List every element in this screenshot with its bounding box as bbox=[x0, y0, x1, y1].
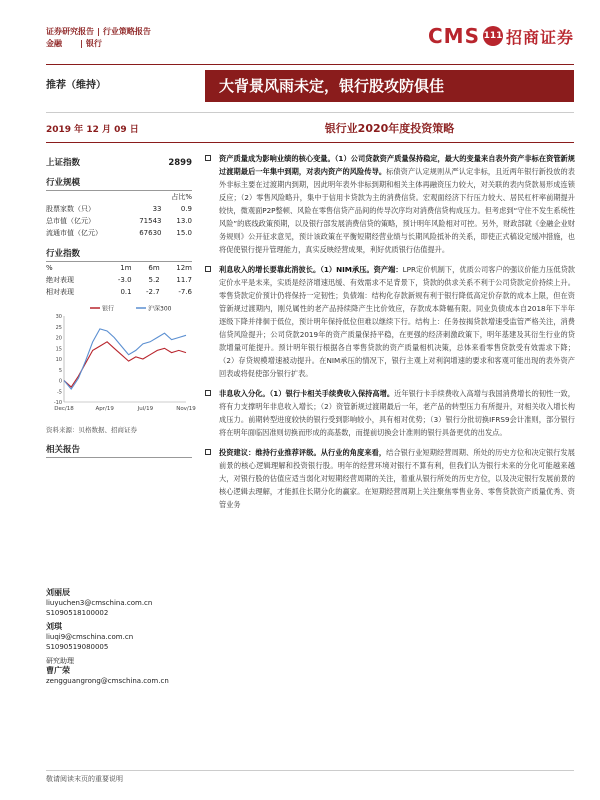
table-row: 相对表现 0.1 -2.7 -7.6 bbox=[46, 288, 192, 296]
index-row: 上证指数 2899 bbox=[46, 158, 192, 168]
legend-label: 沪深300 bbox=[148, 305, 172, 313]
analyst: 刘琪 liuqi9@cmschina.com.cn S1090519080005 bbox=[46, 622, 134, 651]
paragraph: 利息收入的增长要靠此消彼长。（1）NIM承压。资产端：LPR定价机制下，优质公司客户的强议价能力压低贷款定价水平是未来，实质是经济增速迅缓、有效需求不足背景下，贷款的供求关系不利于公司贷款定价持续上升。零售贷款定价预计仍将保持一定韧性；负债端：结构化存款新规有利于银行降低高定价存款的成本上限，但在资管新规过渡期内，刚兑属性的老产品持续降产生比价效应，存款成本降幅有限。同业负债成本自2018年下半年逐级下降并徘徊于低位，预计明年保持低位但难以继续下行。结构上：任务按揭贷款增速受监管严格关注，消费信贷风险提升；公司贷款2019年的资产质量保持平稳，在更强的经济刺激政策下，明年基建及其衍生行业的贷款增量可能提升。预计明年银行根据各自零售贷款的资产质量相机决策，总体来看零售贷款受有效需求下降；（2）存贷规模增速被动提升。在NIM承压的情况下，银行主观上对利润增速的要求和客观可能出现的表外资产回表或将促使部分银行扩表。 bbox=[205, 263, 575, 380]
report-title: 大背景风雨未定，银行股攻防俱佳 bbox=[205, 70, 574, 102]
footer-note: 敬请阅读末页的重要说明 bbox=[46, 775, 123, 783]
basic-data-title: 行业规模 bbox=[46, 178, 192, 191]
main-text bbox=[205, 152, 575, 518]
analyst: 刘丽辰 liuyuchen3@cmschina.com.cn S1090518100002 bbox=[46, 588, 153, 617]
source-note: 资料来源：贝格数据、招商证券 bbox=[46, 426, 137, 434]
analyst: 研究助理 曹广荣 zengguangrong@cmschina.com.cn bbox=[46, 657, 169, 685]
logo-badge-icon: 111 bbox=[483, 26, 503, 46]
checkbox-bullet-icon bbox=[205, 449, 211, 455]
legend-label: 银行 bbox=[102, 305, 115, 313]
paragraph: 非息收入分化。（1）银行卡相关手续费收入保持高增。近年银行卡手续费收入高增与我国消费增长的韧性一致，将有力支撑明年非息收入增长；（2）资管新规过渡期最后一年，老产品的转型压力有所提升，对相关收入增长构成压力。前期转型进度较快的银行受到影响较小，具有相对优势；（3）银行分批切换IFRS9会计准则，部分银行将在明年面临因准则切换而形成的高基数，而提前切换会计准则的银行具备更优的出发点。 bbox=[205, 387, 575, 439]
table-row: 绝对表现 -3.0 5.2 11.7 bbox=[46, 276, 192, 284]
y-tick-label: 15 bbox=[55, 346, 62, 353]
checkbox-bullet-icon bbox=[205, 390, 211, 396]
report-subtitle: 银行业2020年度投资策略 bbox=[324, 122, 455, 135]
table-row: 总市值（亿元） 71543 13.0 bbox=[46, 217, 192, 225]
rating: 推荐（维持） bbox=[46, 80, 106, 91]
y-tick-label: 30 bbox=[55, 314, 62, 320]
table-row: 股票家数（只） 33 0.9 bbox=[46, 205, 192, 213]
performance-chart bbox=[46, 302, 196, 420]
y-tick-label: 5 bbox=[58, 367, 62, 374]
series-line bbox=[64, 329, 186, 389]
x-tick-label: Dec/18 bbox=[54, 406, 74, 412]
report-type: 证券研究报告 | 行业策略报告 金融 | 银行 bbox=[46, 27, 151, 48]
performance-title: 行业指数 bbox=[46, 249, 192, 262]
left-panel bbox=[46, 152, 196, 458]
x-tick-label: Nov/19 bbox=[176, 406, 196, 412]
y-tick-label: 20 bbox=[55, 335, 62, 342]
paragraph: 投资建议：维持行业推荐评级。从行业的角度来看，结合银行业短期经营周期、所处的历史方位和决定银行发展前景的核心逻辑理解和投资银行股。明年的经营环境对银行不算有利，但我们认为银行未来的分化可能越来越大，对银行股的估值应适当弱化对短期经营周期的关注，着重从银行所处的历史方位，以及决定银行发展前景的核心逻辑去理解，才能抓住长期分化的赢家。在短期经营周期上关注聚焦零售业务、零售贷款资产质量优秀、资管业务 bbox=[205, 446, 575, 511]
checkbox-bullet-icon bbox=[205, 266, 211, 272]
paragraph: 资产质量成为影响业绩的核心变量。（1）公司贷款资产质量保持稳定，最大的变量来自表外资产非标在资管新规过渡期最后一年集中到期，对表内资产的风险传导。标债资产认定规则从严认定非标，且近两年银行新投放的表外非标主要在过渡期内到期，因此明年表外非标到期和相关主体再融资压力较大，对关联的表内贷款易形成连锁反应；（2）零售风险略升，集中于信用卡贷款为主的消费信贷。宏观面经济下行压力较大、居民杠杆率前期提升较快，微观面P2P整顿、风险在零售信贷产品间的传导次序均对消费信贷构成压力。但考虑到“守住不发生系统性风险”的底线政策预期，以及银行部发展消费信贷的策略，预计明年风险相对可控。另外，财政部就《金融企业财务规则》公开征求意见，预计该政策在平衡短期经营业绩与长期风险抵补的关系，即使正式稿设定缓冲措施，也将促使银行提升管理能力，真实反映经营成果，利好优质银行估值提升。 bbox=[205, 152, 575, 256]
brand-logo: CMS 111 招商证券 bbox=[428, 24, 574, 48]
x-tick-label: Apr/19 bbox=[95, 406, 114, 412]
y-tick-label: 10 bbox=[55, 357, 62, 363]
checkbox-bullet-icon bbox=[205, 155, 211, 161]
y-tick-label: 0 bbox=[58, 378, 62, 385]
x-tick-label: Jul/19 bbox=[137, 406, 154, 412]
y-tick-label: 25 bbox=[55, 324, 62, 331]
basic-data-table: 占比% 股票家数（只） 33 0.9 总市值（亿元） 71543 13.0 流通市值（亿元） 67630 15.0 bbox=[46, 193, 192, 237]
analyst-list bbox=[46, 588, 192, 690]
report-date: 2019 年 12 月 09 日 bbox=[46, 125, 139, 135]
y-tick-label: -5 bbox=[57, 389, 62, 396]
related-reports-title: 相关报告 bbox=[46, 445, 192, 458]
table-row: 流通市值（亿元） 67630 15.0 bbox=[46, 229, 192, 237]
performance-table: % 1m 6m 12m 绝对表现 -3.0 5.2 11.7 相对表现 0.1 -2.7 -7.6 bbox=[46, 264, 192, 296]
y-tick-label: -10 bbox=[53, 400, 62, 406]
series-line bbox=[64, 342, 186, 387]
